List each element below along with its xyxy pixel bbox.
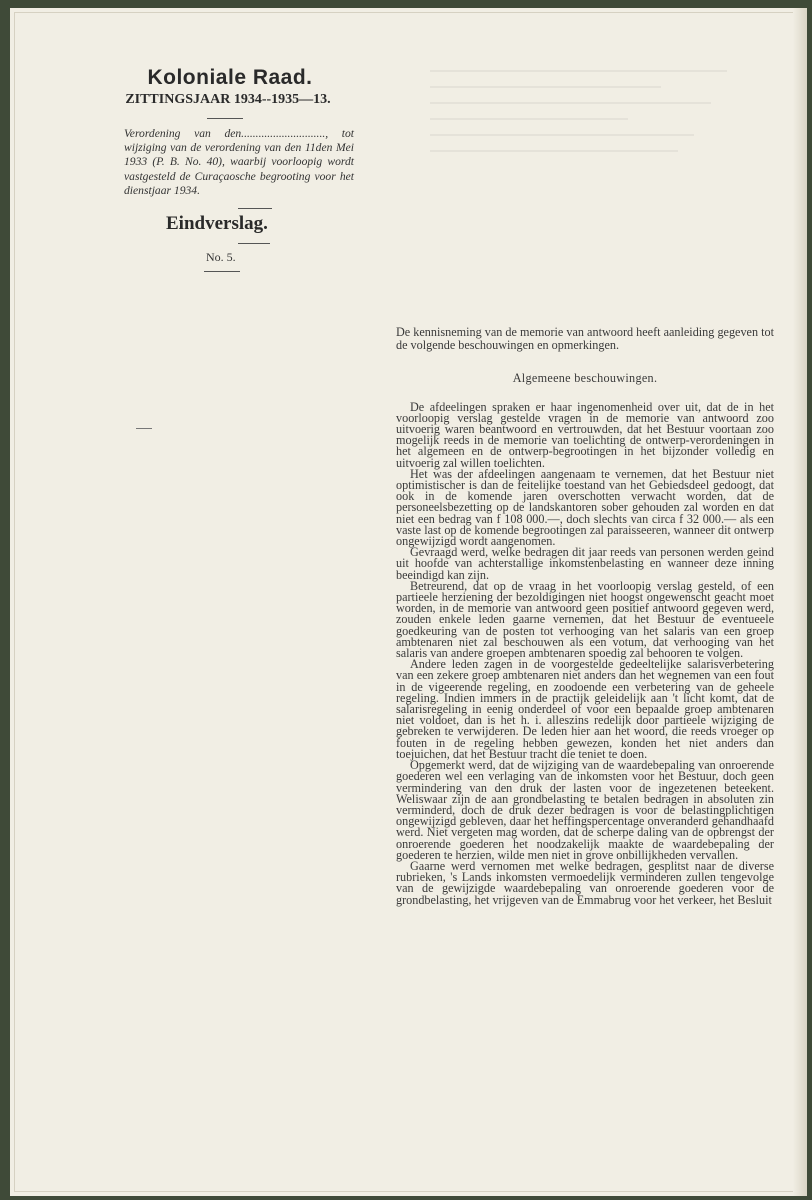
margin-mark [136,428,152,429]
paragraph: Gaarne werd vernomen met welke bedragen, gesplitst naar de diverse rubrieken, 's Lands inkomsten vermoedelijk verminderen zullen tengevolge van de gewijzigde waardebepaling van onroerende goederen voor de grondbelasting, het vrijgeven van de Emmabrug voor het verkeer, het Besluit [396,858,774,907]
divider [238,243,270,244]
session-line: ZITTINGSJAAR 1934--1935—13. [125,92,331,107]
intro-paragraph: De kennisneming van de memorie van antwoord heeft aanleiding gegeven tot de volgende beschouwingen en opmerkingen. [396,325,774,353]
bleed-through-text [430,70,760,270]
chamber-title: Koloniale Raad. [147,66,313,89]
divider [204,271,240,272]
paragraph: Gevraagd werd, welke bedragen dit jaar reeds van personen werden geind uit hoofde van achterstallige inkomstenbelasting en wanneer deze inning beeindigd kan zijn. [396,545,774,582]
report-body [396,326,774,906]
paragraph: Andere leden zagen in de voorgestelde gedeeltelijke salarisverbetering van een zekere groep ambtenaren niet anders dan het wegnemen van een fout in de vigeerende regeling, en zoodoende een verbetering van de geheele regeling. Indien immers in de practijk geleidelijk aan 't licht komt, dat de salarisregeling in eenig onderdeel of voor een bepaalde groep ambtenaren niet voldoet, dan is het h. i. alleszins redelijk door partieele wijziging de gebreken te verwijderen. De leden hier aan het woord, die reeds vroeger op fouten in de regeling hebben gewezen, konden het niet anders dan toejuichen, dat het Bestuur tracht die teniet te doen. [396,657,774,761]
paragraph: Het was der afdeelingen aangenaam te vernemen, dat het Bestuur niet optimistischer is dan de feitelijke toestand van het Gebiedsdeel gedoogt, dat ook in de komende jaren overschotten verwacht worden, dat de personeelsbezetting op de landskantoren sober gehouden zal worden en dat niet een bedrag van f 108 000.—, doch slechts van circa f 32 000.— als een vaste last op de komende begrootingen zal paraisseeren, wanneer dit ontwerp ongewijzigd wordt aangenomen. [396,466,774,549]
header-column [96,66,354,272]
body-text [396,399,774,907]
paragraph: Betreurend, dat op de vraag in het voorloopig verslag gesteld, of een partieele herziening der bezoldigingen niet hoogst ongewenscht geacht moet worden, in de memorie van antwoord geen positief antwoord gegeven werd, zouden enkele leden gaarne vernemen, dat het Bestuur de eventueele goedkeuring van de posten tot verhooging van het salaris van een groep ambtenaren niet zal beschouwen als een votum, dat verhooging van het salaris van andere groepen ambtenaren spoedig zal behooren te volgen. [396,578,774,661]
report-number: No. 5. [206,250,236,265]
paragraph: Opgemerkt werd, dat de wijziging van de waardebepaling van onroerende goederen wel een verlaging van de inkomsten voor het Bestuur, doch geen vermindering van den druk der lasten voor de ingezetenen beteekent. Weliswaar zijn de aan grondbelasting te betalen bedragen in absoluten zin verminderd, doch de druk dezer bedragen is voor de belastingplichtigen ongewijzigd gebleven, daar het heffingspercentage onveranderd gehandhaafd werd. Niet vergeten mag worden, dat de scherpe daling van de opbrengst der onroerende goederen het noodzakelijk maakte de waardebepaling der goederen te herzien, wilde men niet in grove onbillijkheden vervallen. [396,758,774,862]
ordinance-subject: Verordening van den............................., tot wijziging van de verordening van den 11den Mei 1933 (P. B. No. 40), waarbij voorloopig wordt vastgesteld de Curaçaosche begrooting voor het dienstjaar 1934. [124,127,354,197]
divider [207,118,243,119]
paragraph: De afdeelingen spraken er haar ingenomenheid over uit, dat de in het voorloopig verslag gestelde vragen in de memorie van antwoord zoo uitvoerig waren beantwoord en vertrouwden, dat het Bestuur voortaan zoo mogelijk reeds in de memorie van toelichting de ontwerp-verordeningen in het algemeen en de ontwerp-begrootingen in het bijzonder volledig en uitvoerig zal willen toelichten. [396,399,774,470]
divider [238,208,272,209]
report-title: Eindverslag. [166,213,268,235]
page-binding-edge [793,8,807,1196]
document-page [10,8,807,1196]
section-heading: Algemeene beschouwingen. [512,370,658,385]
